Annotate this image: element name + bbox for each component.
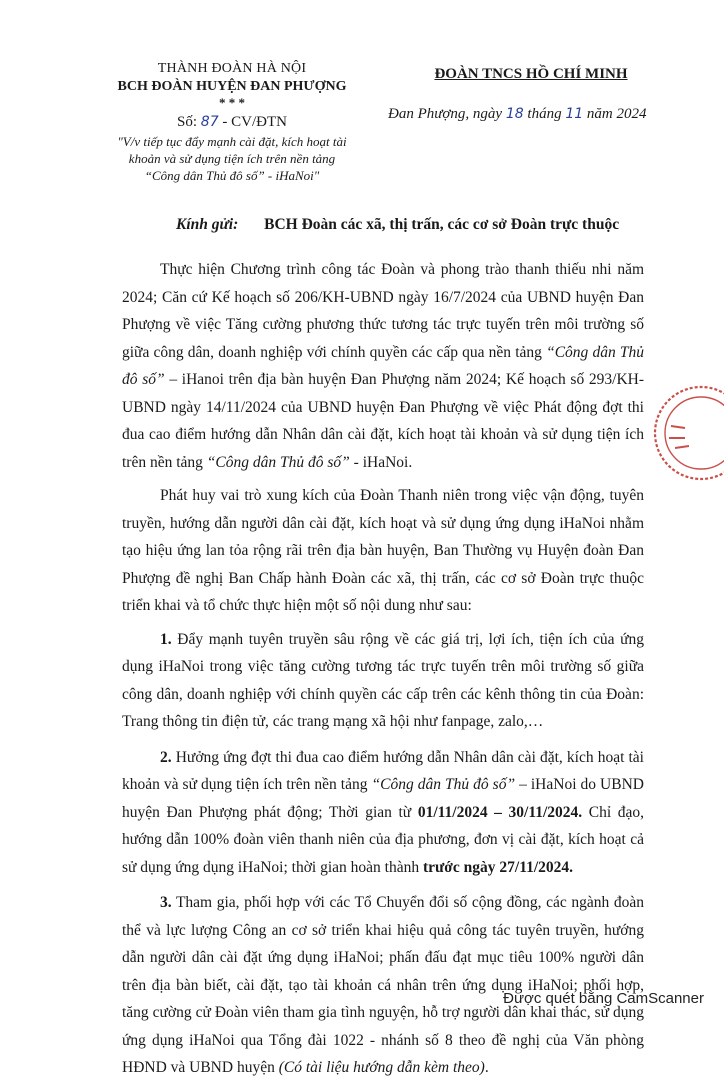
date-day: 18 [505, 106, 524, 122]
date-line [388, 104, 688, 124]
list-item-1: 1. Đẩy mạnh tuyên truyền sâu rộng về các giá trị, lợi ích, tiện ích của ứng dụng iHaNoi trong việc tăng cường tương tác trực tuyến trên môi trường số giữa công dân, doanh nghiệp với chính quyền các cấp trên các kênh thông tin của Đoàn: Trang thông tin điện tử, các trang mạng xã hội như fanpage, zalo,… [122, 630, 644, 730]
union-block [388, 64, 688, 124]
recipient-value: BCH Đoàn các xã, thị trấn, các cơ sở Đoàn trực thuộc [264, 216, 620, 233]
issuing-org: BCH ĐOÀN HUYỆN ĐAN PHƯỢNG [117, 79, 347, 94]
recipient-label: Kính gửi: [176, 216, 239, 233]
recipient-line [176, 216, 619, 234]
list-item-2: 2. Hưởng ứng đợt thi đua cao điểm hướng dẫn Nhân dân cài đặt, kích hoạt tài khoản và sử dụng tiện ích trên nền tảng “Công dân Thủ đô số” – iHaNoi do UBND huyện Đan Phượng phát động; Thời gian từ 01/11/2024 – 30/11/2024. Chỉ đạo, hướng dẫn 100% đoàn viên thanh niên của địa phương, đơn vị cài đặt, kích hoạt cả sử dụng ứng dụng iHaNoi; thời gian hoàn thành trước ngày 27/11/2024. [122, 748, 645, 876]
doc-number-handwritten: 87 [200, 114, 219, 130]
document-number [96, 111, 368, 133]
paragraph-role: Phát huy vai trò xung kích của Đoàn Thanh niên trong việc vận động, tuyên truyền, hướng dẫn người dân cài đặt, kích hoạt và sử dụng ứng dụng iHaNoi nhằm tạo hiệu ứng lan tỏa rộng rãi trên địa bàn huyện, Ban Thường vụ Huyện đoàn Đan Phượng đề nghị Ban Chấp hành Đoàn các xã, thị trấn, các cơ sở Đoàn trực thuộc triển khai và tổ chức thực hiện một số nội dung như sau: [122, 487, 644, 614]
subject-line-2: khoản và sử dụng tiện ích trên nền tảng [128, 151, 336, 166]
separator-stars: * * * [219, 95, 245, 110]
red-seal-stamp [645, 378, 724, 488]
scanner-watermark: Được quét bằng CamScanner [503, 990, 704, 1007]
paragraph-intro: Thực hiện Chương trình công tác Đoàn và phong trào thanh thiếu nhi năm 2024; Căn cứ Kế hoạch số 206/KH-UBND ngày 16/7/2024 của UBND huyện Đan Phượng về việc Tăng cường phương thức tương tác trực tuyến trên môi trường số giữa công dân, doanh nghiệp với chính quyền các cấp qua nền tảng “Công dân Thủ đô số” – iHanoi trên địa bàn huyện Đan Phượng năm 2024; Kế hoạch số 293/KH-UBND ngày 14/11/2024 của UBND huyện Đan Phượng về việc Phát động đợt thi đua cao điểm hướng dẫn Nhân dân cài đặt, kích hoạt tài khoản và sử dụng tiện ích trên nền tảng “Công dân Thủ đô số” - iHaNoi. [122, 261, 645, 471]
doc-number-suffix: - CV/ĐTN [222, 114, 287, 130]
date-prefix: Đan Phượng, ngày [388, 106, 503, 122]
subject-line-3: “Công dân Thủ đô số” - iHaNoi" [144, 168, 320, 183]
date-year: năm 2024 [586, 106, 647, 122]
doc-number-label: Số: [177, 114, 198, 130]
union-name: ĐOÀN TNCS HỒ CHÍ MINH [434, 66, 628, 82]
date-month: 11 [565, 106, 584, 122]
stamp-inner-ring [665, 397, 724, 469]
stamp-marks [669, 426, 689, 448]
parent-org: THÀNH ĐOÀN HÀ NỘI [157, 61, 307, 76]
subject-line-1: "V/v tiếp tục đẩy mạnh cài đặt, kích hoạt tài [117, 134, 347, 149]
issuer-block [96, 60, 368, 184]
document-body [122, 256, 644, 1090]
date-month-label: tháng [527, 106, 562, 122]
list-item-3: 3. Tham gia, phối hợp với các Tổ Chuyển đổi số cộng đồng, các ngành đoàn thể và lực lượng Công an cơ sở triển khai hiệu quả công tác tuyên truyền, hướng dẫn người dân cài đặt ứng dụng iHaNoi; phấn đấu đạt mục tiêu 100% người dân trên địa bàn biết, cài đặt, tạo tài khoản cá nhân trên ứng dụng iHaNoi; phối hợp, tăng cường cử Đoàn viên tham gia tình nguyện, hỗ trợ người dân khai thác, sử dụng ứng dụng iHaNoi qua Tổng đài 1022 - nhánh số 8 theo đề nghị của Văn phòng HĐND và UBND huyện (Có tài liệu hướng dẫn kèm theo). [122, 894, 644, 1076]
